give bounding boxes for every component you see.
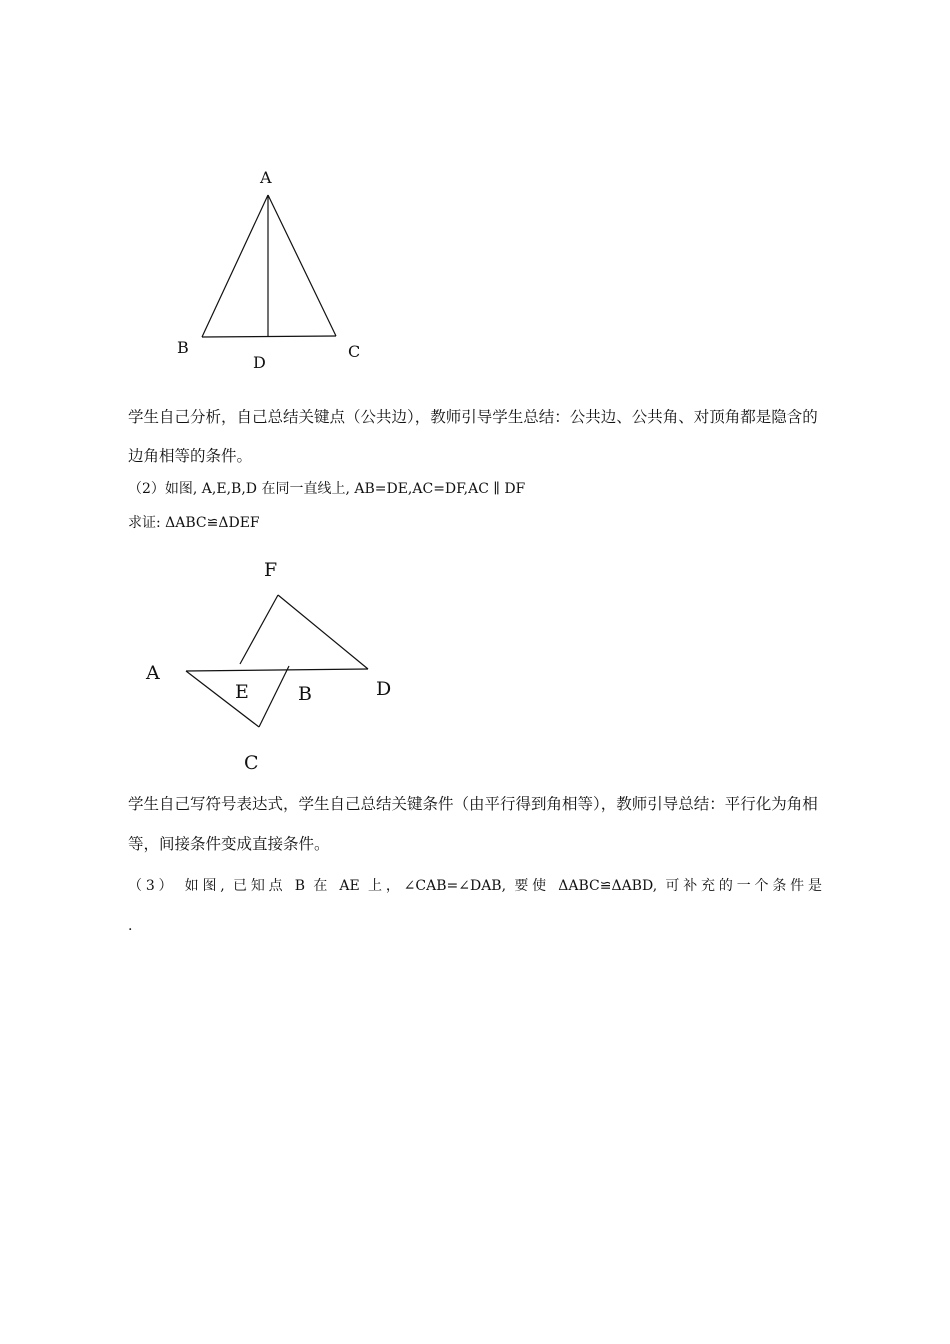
label-a: A — [146, 662, 160, 684]
label-d: D — [253, 353, 266, 372]
segment-bc — [259, 666, 289, 727]
label-c: C — [348, 342, 361, 361]
label-b: B — [298, 683, 312, 705]
label-b: B — [177, 338, 189, 357]
segment-fd — [278, 595, 368, 669]
segment-ac — [268, 195, 336, 336]
problem-2-prove: 求证: ΔABC≌ΔDEF — [128, 515, 260, 531]
label-d: D — [376, 678, 392, 700]
label-a: A — [260, 168, 272, 187]
analysis-paragraph-2: 学生自己写符号表达式，学生自己总结关键条件（由平行得到角相等），教师引导总结：平行化为角相等，间接条件变成直接条件。 — [128, 795, 818, 853]
figure-triangles-abc-def — [130, 550, 410, 780]
analysis-paragraph-1: 学生自己分析，自己总结关键点（公共边），教师引导学生总结：公共边、公共角、对顶角都是隐含的边角相等的条件。 — [128, 408, 818, 465]
label-c: C — [244, 752, 259, 774]
segment-ef — [240, 595, 278, 664]
problem-3-statement: （3） 如图, 已知点 B 在 AE 上，∠CAB=∠DAB, 要使 ΔABC≌ΔABD, 可补充的一个条件是 — [128, 878, 822, 894]
problem-2-statement: （2）如图, A,E,B,D 在同一直线上, AB=DE,AC=DF,AC ∥ DF — [128, 481, 526, 497]
segment-ad-line — [186, 669, 368, 671]
segment-bc — [202, 336, 336, 337]
figure-triangle-abc — [160, 160, 380, 380]
label-f: F — [264, 559, 278, 581]
label-e: E — [235, 681, 249, 703]
segment-ab — [202, 195, 268, 337]
problem-3-blank-period: . — [128, 918, 133, 934]
